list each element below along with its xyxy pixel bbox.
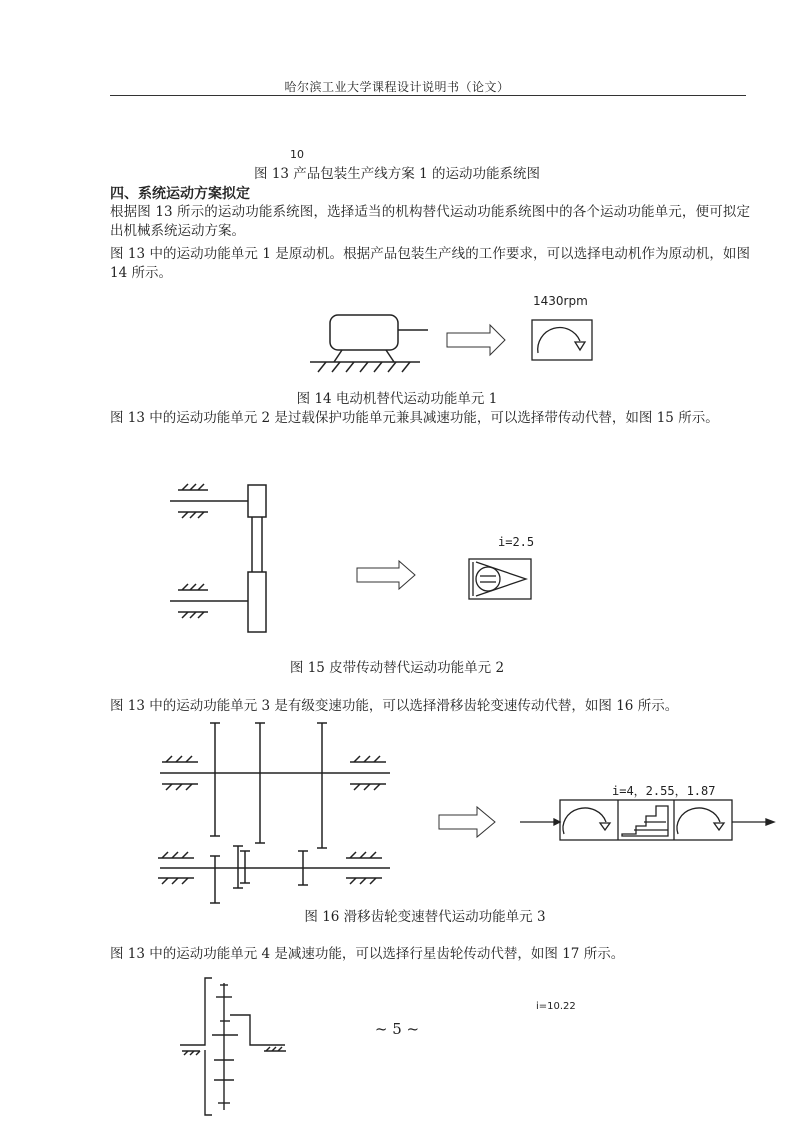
fig16-arrow-icon <box>437 806 502 838</box>
section-heading: 四、系统运动方案拟定 <box>110 186 250 202</box>
fig16-function-symbol <box>518 798 778 843</box>
fig14-arrow-icon <box>447 325 505 355</box>
fig15-ratio-label: i=2.5 <box>498 535 535 549</box>
paragraph-1: 根据图 13 所示的运动功能系统图，选择适当的机构替代运动功能系统图中的各个运动功能单元，便可拟定出机械系统运动方案。 <box>110 204 750 239</box>
fig17-ratio-label: i=10.22 <box>536 1001 576 1012</box>
fig13-caption: 图 13 产品包装生产线方案 1 的运动功能系统图 <box>254 166 540 182</box>
fig15-function-symbol <box>468 558 532 600</box>
fig17-planetary-diagram <box>170 975 300 1120</box>
page-header-title: 哈尔滨工业大学课程设计说明书（论文） <box>284 80 510 94</box>
fig16-gearbox-diagram <box>150 718 400 908</box>
motor-icon <box>310 315 428 372</box>
fig16-caption: 图 16 滑移齿轮变速替代运动功能单元 3 <box>304 909 546 925</box>
fig15-caption: 图 15 皮带传动替代运动功能单元 2 <box>289 660 505 676</box>
fig15-arrow-icon <box>355 560 425 590</box>
fig13-number-mark: 10 <box>290 148 304 161</box>
paragraph-4: 图 13 中的运动功能单元 3 是有级变速功能，可以选择滑移齿轮变速传动代替，如图 16 所示。 <box>110 698 679 714</box>
fig14-motor-diagram <box>300 305 600 385</box>
page-number: ~ 5 ~ <box>374 1020 420 1038</box>
paragraph-2: 图 13 中的运动功能单元 1 是原动机。根据产品包装生产线的工作要求，可以选择电动机作为原动机，如图 14 所示。 <box>110 246 750 281</box>
paragraph-5: 图 13 中的运动功能单元 4 是减速功能，可以选择行星齿轮传动代替，如图 17 所示。 <box>110 946 625 962</box>
fig15-belt-diagram <box>160 480 380 640</box>
header-rule <box>110 95 746 96</box>
paragraph-3: 图 13 中的运动功能单元 2 是过载保护功能单元兼具减速功能，可以选择带传动代替，如图 15 所示。 <box>110 410 719 426</box>
fig16-ratio-label: i=4，2.55，1.87 <box>612 784 716 798</box>
fig14-function-symbol <box>532 320 592 360</box>
fig14-speed-label: 1430rpm <box>533 294 588 308</box>
fig14-caption: 图 14 电动机替代运动功能单元 1 <box>296 391 498 407</box>
